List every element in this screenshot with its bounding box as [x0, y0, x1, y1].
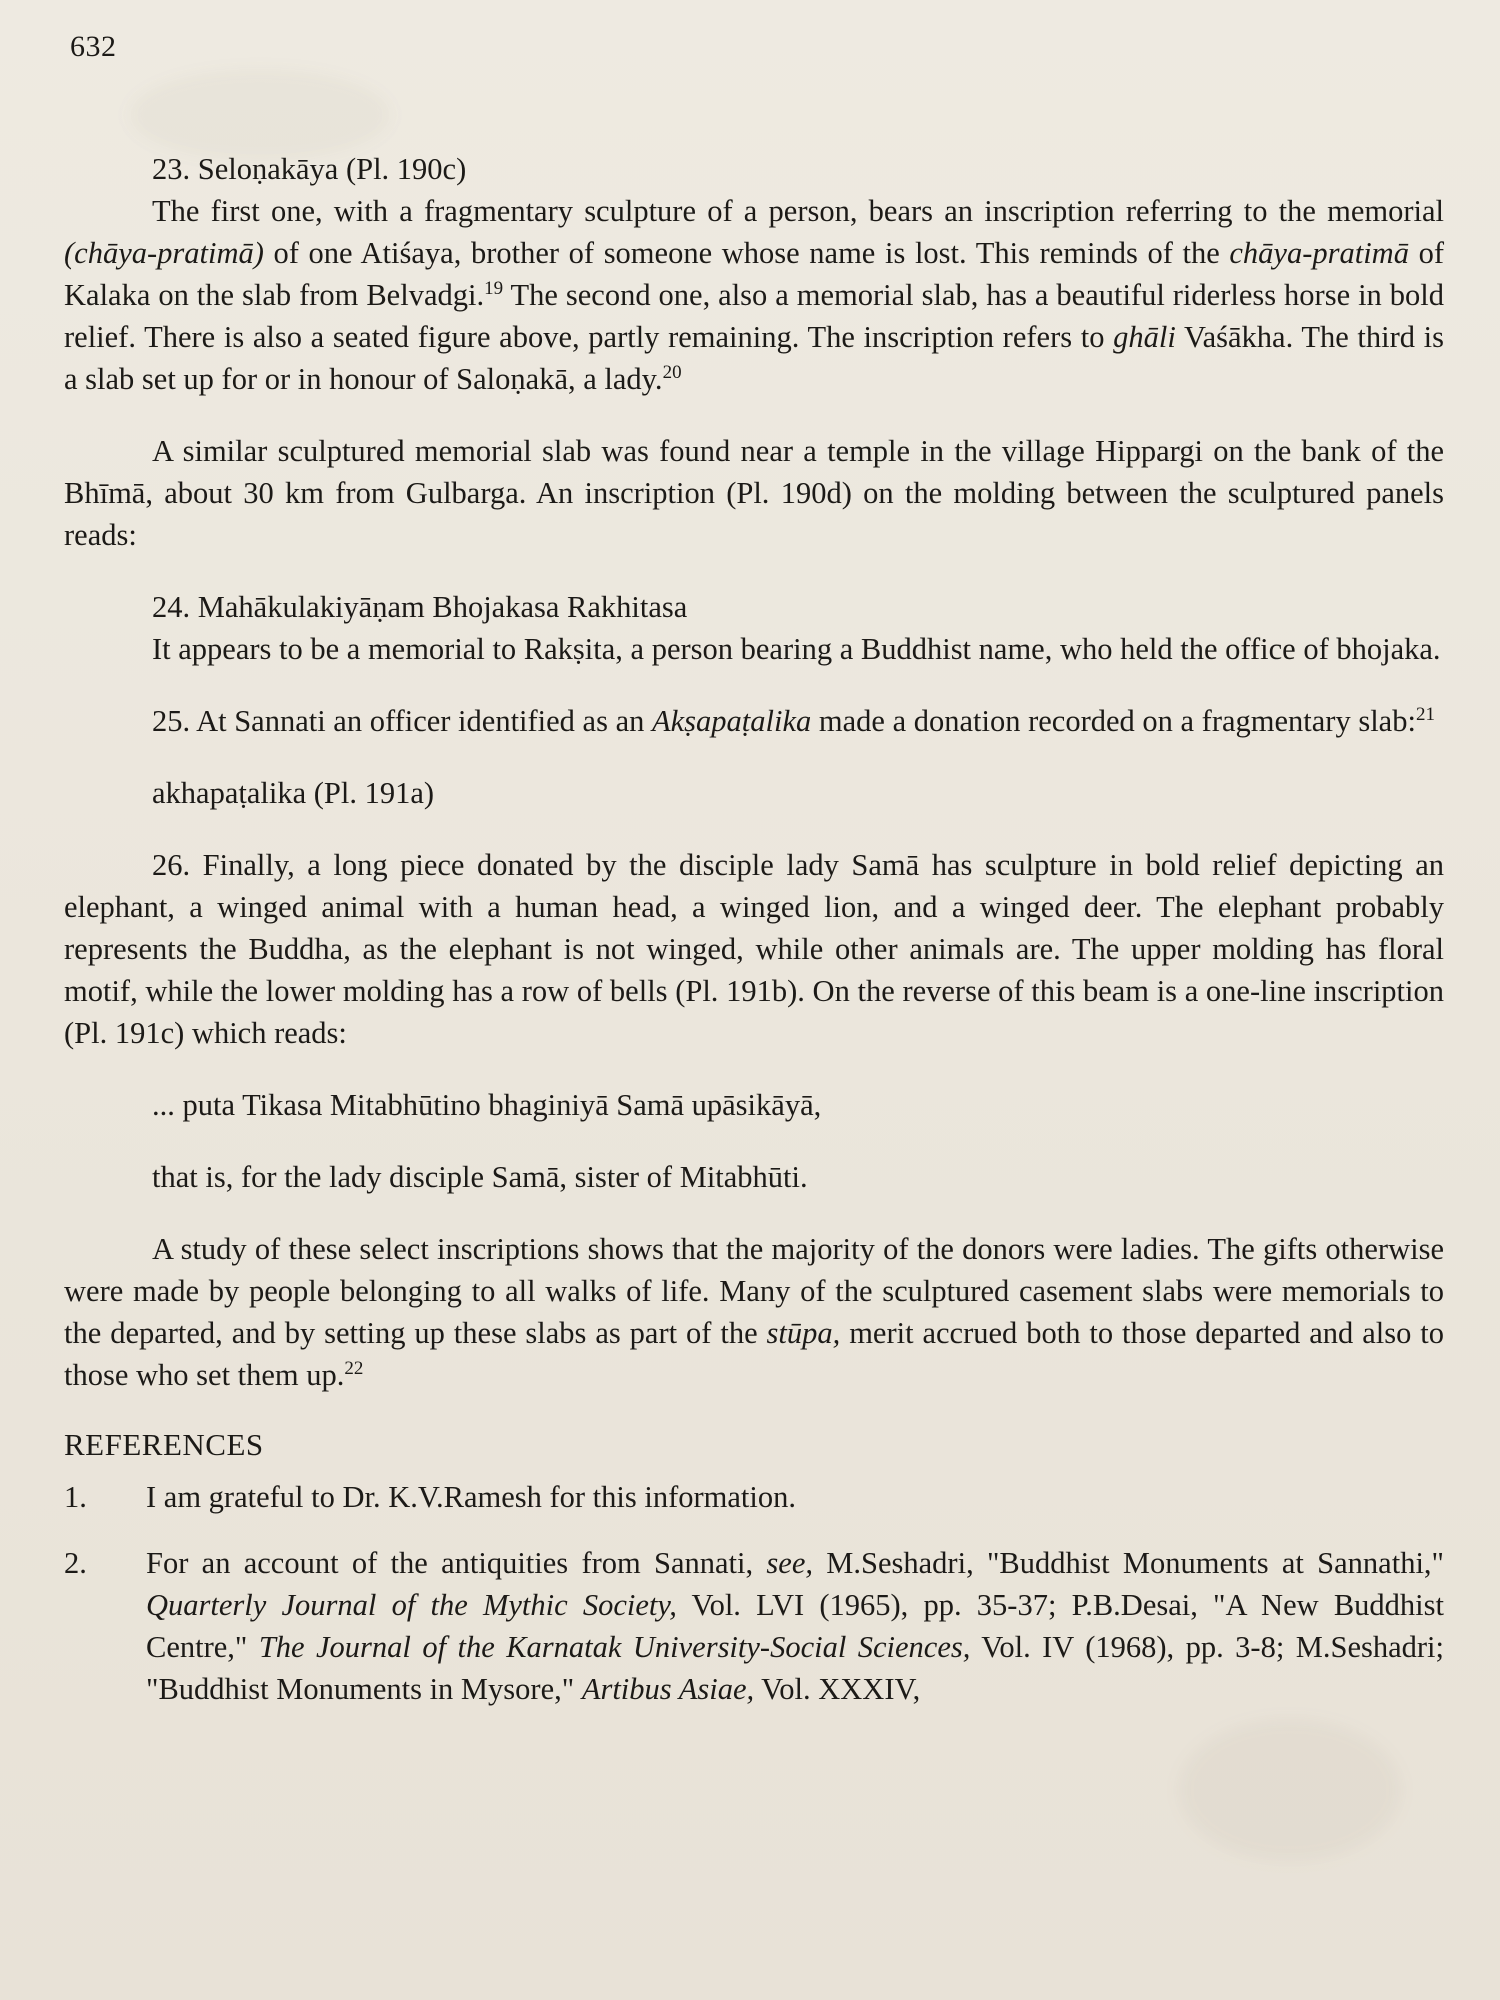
reference-text: I am grateful to Dr. K.V.Ramesh for this information.: [146, 1480, 796, 1514]
term-ghali: ghāli: [1113, 320, 1176, 354]
text-run: Vaśākha. The third is a slab set up for or in honour of Saloṇakā, a lady.: [64, 320, 1444, 396]
that-is-line: that is, for the lady disciple Samā, sister of Mitabhūti.: [152, 1160, 808, 1194]
text-run: merit accrued both to those departed and also to those who set them up.: [64, 1316, 1445, 1392]
footnote-mark: 19: [484, 277, 504, 299]
text-run: Vol. LVI (1965), pp. 35-37; P.B.Desai, "A New Buddhist Centre,": [146, 1588, 1444, 1664]
footnote-mark: 21: [1415, 703, 1435, 725]
study-paragraph: [64, 1228, 1444, 1396]
main-text: [64, 148, 1444, 1710]
akhapatalika-line: akhapaṭalika (Pl. 191a): [152, 776, 435, 810]
reference-number: 2.: [64, 1546, 87, 1580]
section-25-body: [64, 700, 1444, 742]
text-run: 25. At Sannati an officer identified as an: [152, 704, 653, 738]
text-run: A study of these select inscriptions shows that the majority of the donors were ladies. The gifts otherwise were made by people belonging to all walks of life. Many of the sculptured casement slabs were memorials to the departed, and by setting up these slabs as part of the: [64, 1232, 1444, 1350]
page-stain: [1180, 1720, 1400, 1860]
journal-title: Artibus Asiae,: [581, 1672, 755, 1706]
see-italic: see,: [766, 1546, 813, 1580]
term-chaya-pratima: (chāya-pratimā): [64, 236, 264, 270]
reference-item: [64, 1476, 1444, 1518]
section-26-body: 26. Finally, a long piece donated by the disciple lady Samā has sculpture in bold relief depicting an elephant, a winged animal with a human head, a winged lion, and a winged deer. The elephant probably represents the Buddha, as the elephant is not winged, while other animals are. The upper molding has floral motif, while the lower molding has a row of bells (Pl. 191b). On the reverse of this beam is a one-line inscription (Pl. 191c) which reads:: [64, 848, 1444, 1050]
text-run: made a donation recorded on a fragmentary slab:: [811, 704, 1416, 738]
section-23-body: [64, 190, 1444, 400]
reference-item: [64, 1542, 1444, 1710]
term-stupa: stūpa,: [766, 1316, 841, 1350]
term-aksapatalika: Akṣapaṭalika: [652, 704, 812, 738]
text-run: of one Atiśaya, brother of someone whose name is lost. This reminds of the: [263, 236, 1230, 270]
text-run: The second one, also a memorial slab, has a beautiful riderless horse in bold relief. There is also a seated figure above, partly remaining. The inscription refers to: [64, 278, 1444, 354]
footnote-mark: 22: [344, 1357, 364, 1379]
reference-text: [146, 1542, 1444, 1710]
text-run: of Kalaka on the slab from Belvadgi.: [64, 236, 1444, 312]
text-run: The first one, with a fragmentary sculpture of a person, bears an inscription referring to the memorial: [152, 194, 1444, 228]
section-23-heading: 23. Seloṇakāya (Pl. 190c): [152, 152, 467, 186]
journal-title: Quarterly Journal of the Mythic Society,: [146, 1588, 677, 1622]
text-run: For an account of the antiquities from Sannati,: [146, 1546, 767, 1580]
term-chaya-pratima: chāya-pratimā: [1229, 236, 1409, 270]
journal-title: The Journal of the Karnatak University-Social Sciences,: [258, 1630, 971, 1664]
page-number: 632: [70, 30, 117, 63]
section-24-body: It appears to be a memorial to Rakṣita, a person bearing a Buddhist name, who held the office of bhojaka.: [152, 632, 1441, 666]
footnote-mark: 20: [662, 361, 682, 383]
text-run: M.Seshadri, "Buddhist Monuments at Sannathi,": [813, 1546, 1444, 1580]
hippargi-paragraph: A similar sculptured memorial slab was found near a temple in the village Hippargi on the bank of the Bhīmā, about 30 km from Gulbarga. An inscription (Pl. 190d) on the molding between the sculptured panels reads:: [64, 434, 1444, 552]
references-heading: REFERENCES: [64, 1427, 264, 1462]
text-run: Vol. XXXIV,: [754, 1672, 921, 1706]
text-run: Vol. IV (1968), pp. 3-8; M.Seshadri; "Buddhist Monuments in Mysore,": [146, 1630, 1444, 1706]
reference-number: 1.: [64, 1480, 87, 1514]
page-stain: [130, 70, 390, 160]
section-24-heading: 24. Mahākulakiyāṇam Bhojakasa Rakhitasa: [152, 590, 688, 624]
puta-inscription-line: ... puta Tikasa Mitabhūtino bhaginiyā Samā upāsikāyā,: [152, 1088, 822, 1122]
